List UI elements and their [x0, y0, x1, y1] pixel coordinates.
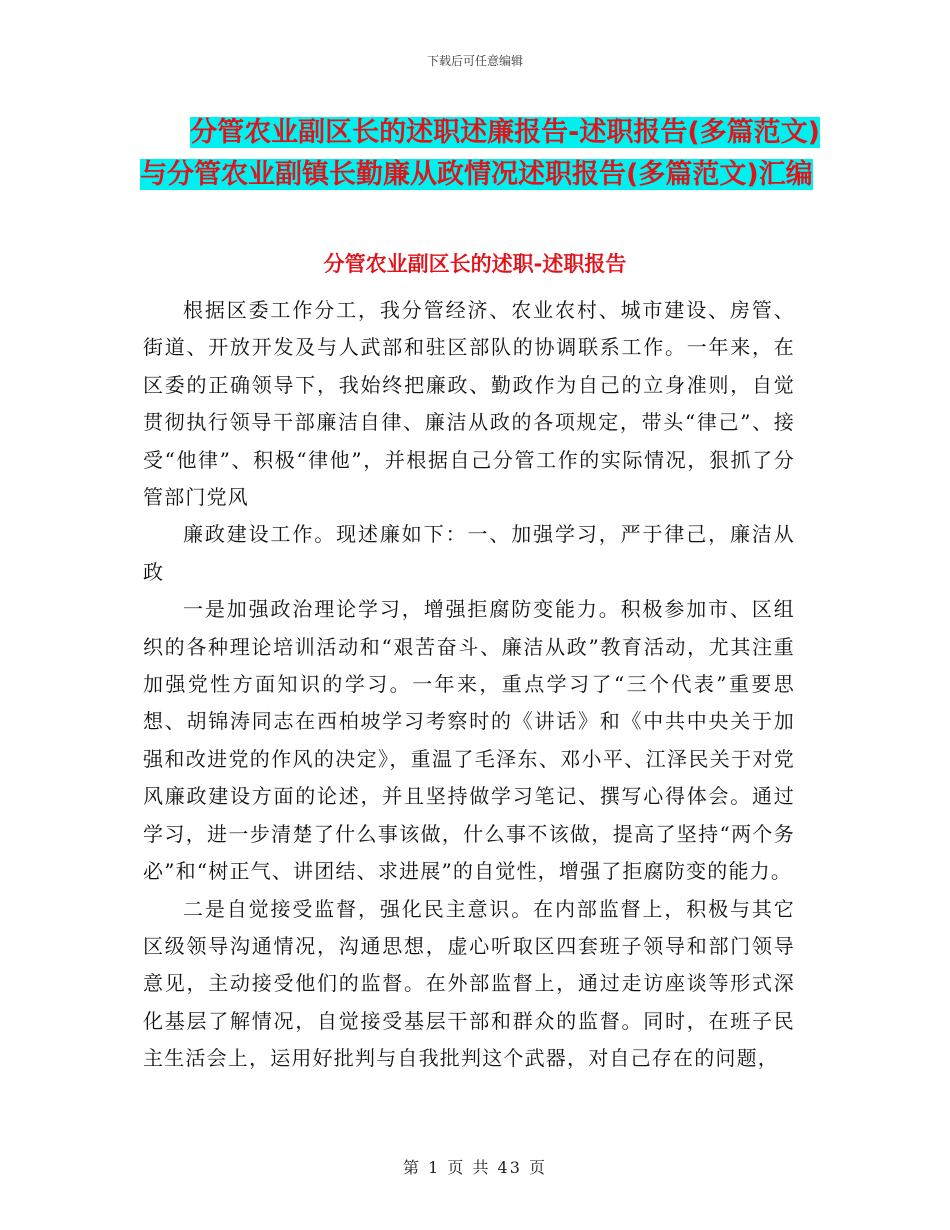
- body-paragraph: 廉政建设工作。现述廉如下：一、加强学习，严于律己，廉洁从政: [143, 522, 795, 584]
- section-title: 分管农业副区长的述职-述职报告: [323, 252, 627, 276]
- page-footer: 第 1 页 共 43 页: [403, 1158, 547, 1177]
- document-title-line-1: [140, 112, 820, 154]
- document-title: [140, 112, 820, 196]
- title-highlight-1: 分管农业副区长的述职述廉报告-述职报告(多篇范文): [190, 117, 820, 148]
- page-header-note: 下载后可任意编辑: [426, 54, 523, 68]
- document-body: [143, 292, 795, 1078]
- body-paragraph: 一是加强政治理论学习，增强拒腐防变能力。积极参加市、区组织的各种理论培训活动和“艰苦奋斗、廉洁从政”教育活动，尤其注重加强党性方面知识的学习。一年来，重点学习了“三个代表”重要思想、胡锦涛同志在西柏坡学习考察时的《讲话》和《中共中央关于加强和改进党的作风的决定》，重温了毛泽东、邓小平、江泽民关于对党风廉政建设方面的论述，并且坚持做学习笔记、撰写心得体会。通过学习，进一步清楚了什么事该做，什么事不该做，提高了坚持“两个务必”和“树正气、讲团结、求进展”的自觉性，增强了拒腐防变的能力。: [143, 597, 795, 884]
- document-title-line-2: [140, 154, 820, 196]
- title-highlight-2: 与分管农业副镇长勤廉从政情况述职报告(多篇范文)汇编: [140, 159, 813, 190]
- body-paragraph: 二是自觉接受监督，强化民主意识。在内部监督上，积极与其它区级领导沟通情况，沟通思想，虚心听取区四套班子领导和部门领导意见，主动接受他们的监督。在外部监督上，通过走访座谈等形式深化基层了解情况，自觉接受基层干部和群众的监督。同时，在班子民主生活会上，运用好批判与自我批判这个武器，对自己存在的问题，: [143, 896, 795, 1071]
- body-paragraph: 根据区委工作分工，我分管经济、农业农村、城市建设、房管、街道、开放开发及与人武部和驻区部队的协调联系工作。一年来，在区委的正确领导下，我始终把廉政、勤政作为自己的立身准则，自觉贯彻执行领导干部廉洁自律、廉洁从政的各项规定，带头“律己”、接受“他律”、积极“律他”，并根据自己分管工作的实际情况，狠抓了分管部门党风: [143, 298, 795, 510]
